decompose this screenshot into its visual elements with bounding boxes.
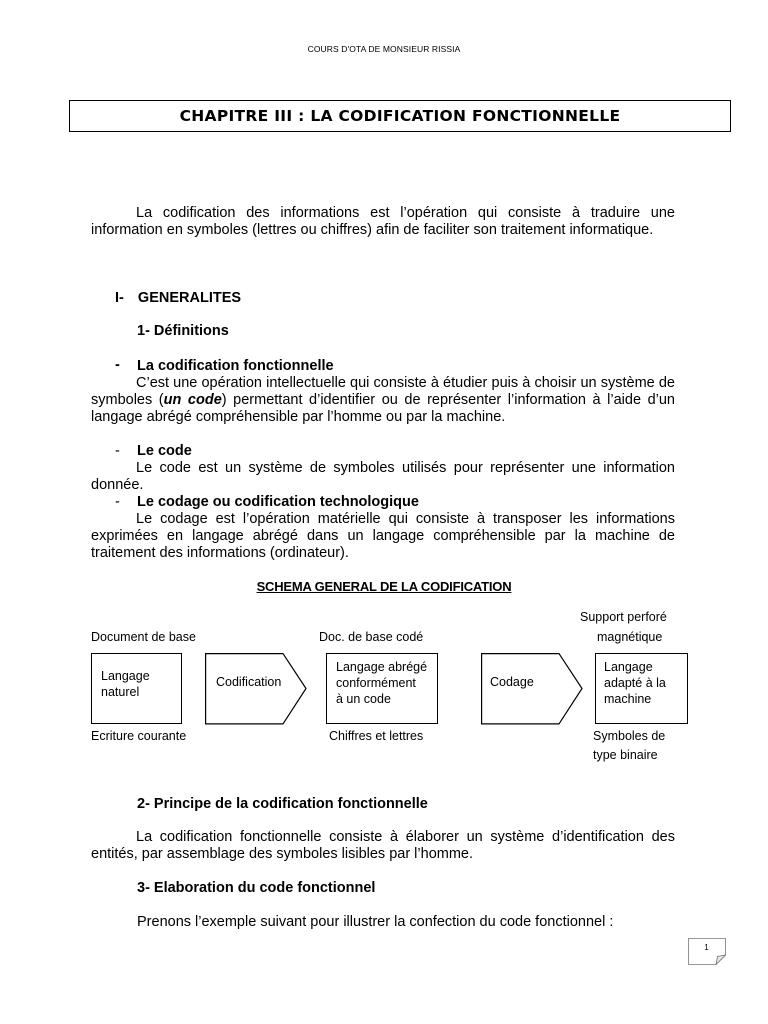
item-title-codification-fonctionnelle: La codification fonctionnelle — [137, 358, 334, 374]
section-heading-principe: 2- Principe de la codification fonctionnelle — [137, 796, 428, 812]
item-bullet: - — [115, 443, 120, 459]
box-langage-abrege: Langage abrégé conformément à un code — [326, 653, 438, 724]
label-support-perfore: Support perforé — [580, 610, 667, 624]
chapter-title: CHAPITRE III : LA CODIFICATION FONCTIONNELLE — [69, 100, 731, 132]
section-title: GENERALITES — [137, 290, 242, 306]
section-number: I- — [115, 290, 124, 306]
item-text-le-codage: Le codage est l’opération matérielle qui consiste à transposer les informations exprimées en langage abrégé dans un langage compréhensible par la machine de traitement des informations (ordinateur). — [91, 511, 675, 561]
item-title-le-codage: Le codage ou codification technologique — [137, 494, 419, 510]
item-text-le-code: Le code est un système de symboles utilisés pour représenter une information donnée. — [91, 460, 675, 493]
item-bullet: - — [115, 494, 120, 510]
intro-text: La codification des informations est l’opération qui consiste à traduire une information en symboles (lettres ou chiffres) afin de faciliter son traitement informatique. — [91, 205, 675, 238]
label-symboles-de: Symboles de — [593, 729, 666, 743]
page-number: 1 — [704, 943, 709, 952]
emphasis-un-code: un code — [163, 392, 222, 408]
label-type-binaire: type binaire — [593, 748, 658, 762]
section-heading-generalites — [115, 290, 241, 306]
schema-title: SCHEMA GENERAL DE LA CODIFICATION — [256, 579, 512, 594]
intro-paragraph — [91, 205, 675, 239]
arrow-codification — [205, 653, 307, 725]
item-bullet: - — [115, 357, 120, 373]
arrow-codage-label: Codage — [490, 675, 534, 689]
box-langage-naturel: Langage naturel — [91, 653, 182, 724]
label-ecriture-courante: Ecriture courante — [91, 729, 187, 743]
subheading-definitions: 1- Définitions — [137, 323, 229, 339]
section-text-principe: La codification fonctionnelle consiste à élaborer un système d’identification des entités, par assemblage des symboles lisibles par l’homme. — [91, 829, 675, 862]
item-text-codification-fonctionnelle: C’est une opération intellectuelle qui consiste à étudier puis à choisir un système de symboles (un code) permettant d’identifier ou de représenter l’information à l’aide d’un langage abrégé compréhensible par l’homme ou par la machine. — [91, 375, 675, 425]
label-doc-base-code: Doc. de base codé — [319, 630, 424, 644]
arrow-codification-label: Codification — [216, 675, 282, 689]
section-heading-elaboration: 3- Elaboration du code fonctionnel — [137, 880, 376, 896]
arrow-codage — [481, 653, 583, 725]
label-chiffres-lettres: Chiffres et lettres — [329, 729, 424, 743]
label-document-de-base: Document de base — [91, 630, 196, 644]
box-langage-machine: Langage adapté à la machine — [595, 653, 688, 724]
page-header: COURS D'OTA DE MONSIEUR RISSIA — [307, 44, 461, 54]
label-magnetique: magnétique — [597, 630, 663, 644]
item-title-le-code: Le code — [137, 443, 192, 459]
section-text-elaboration: Prenons l’exemple suivant pour illustrer la confection du code fonctionnel : — [137, 914, 614, 930]
